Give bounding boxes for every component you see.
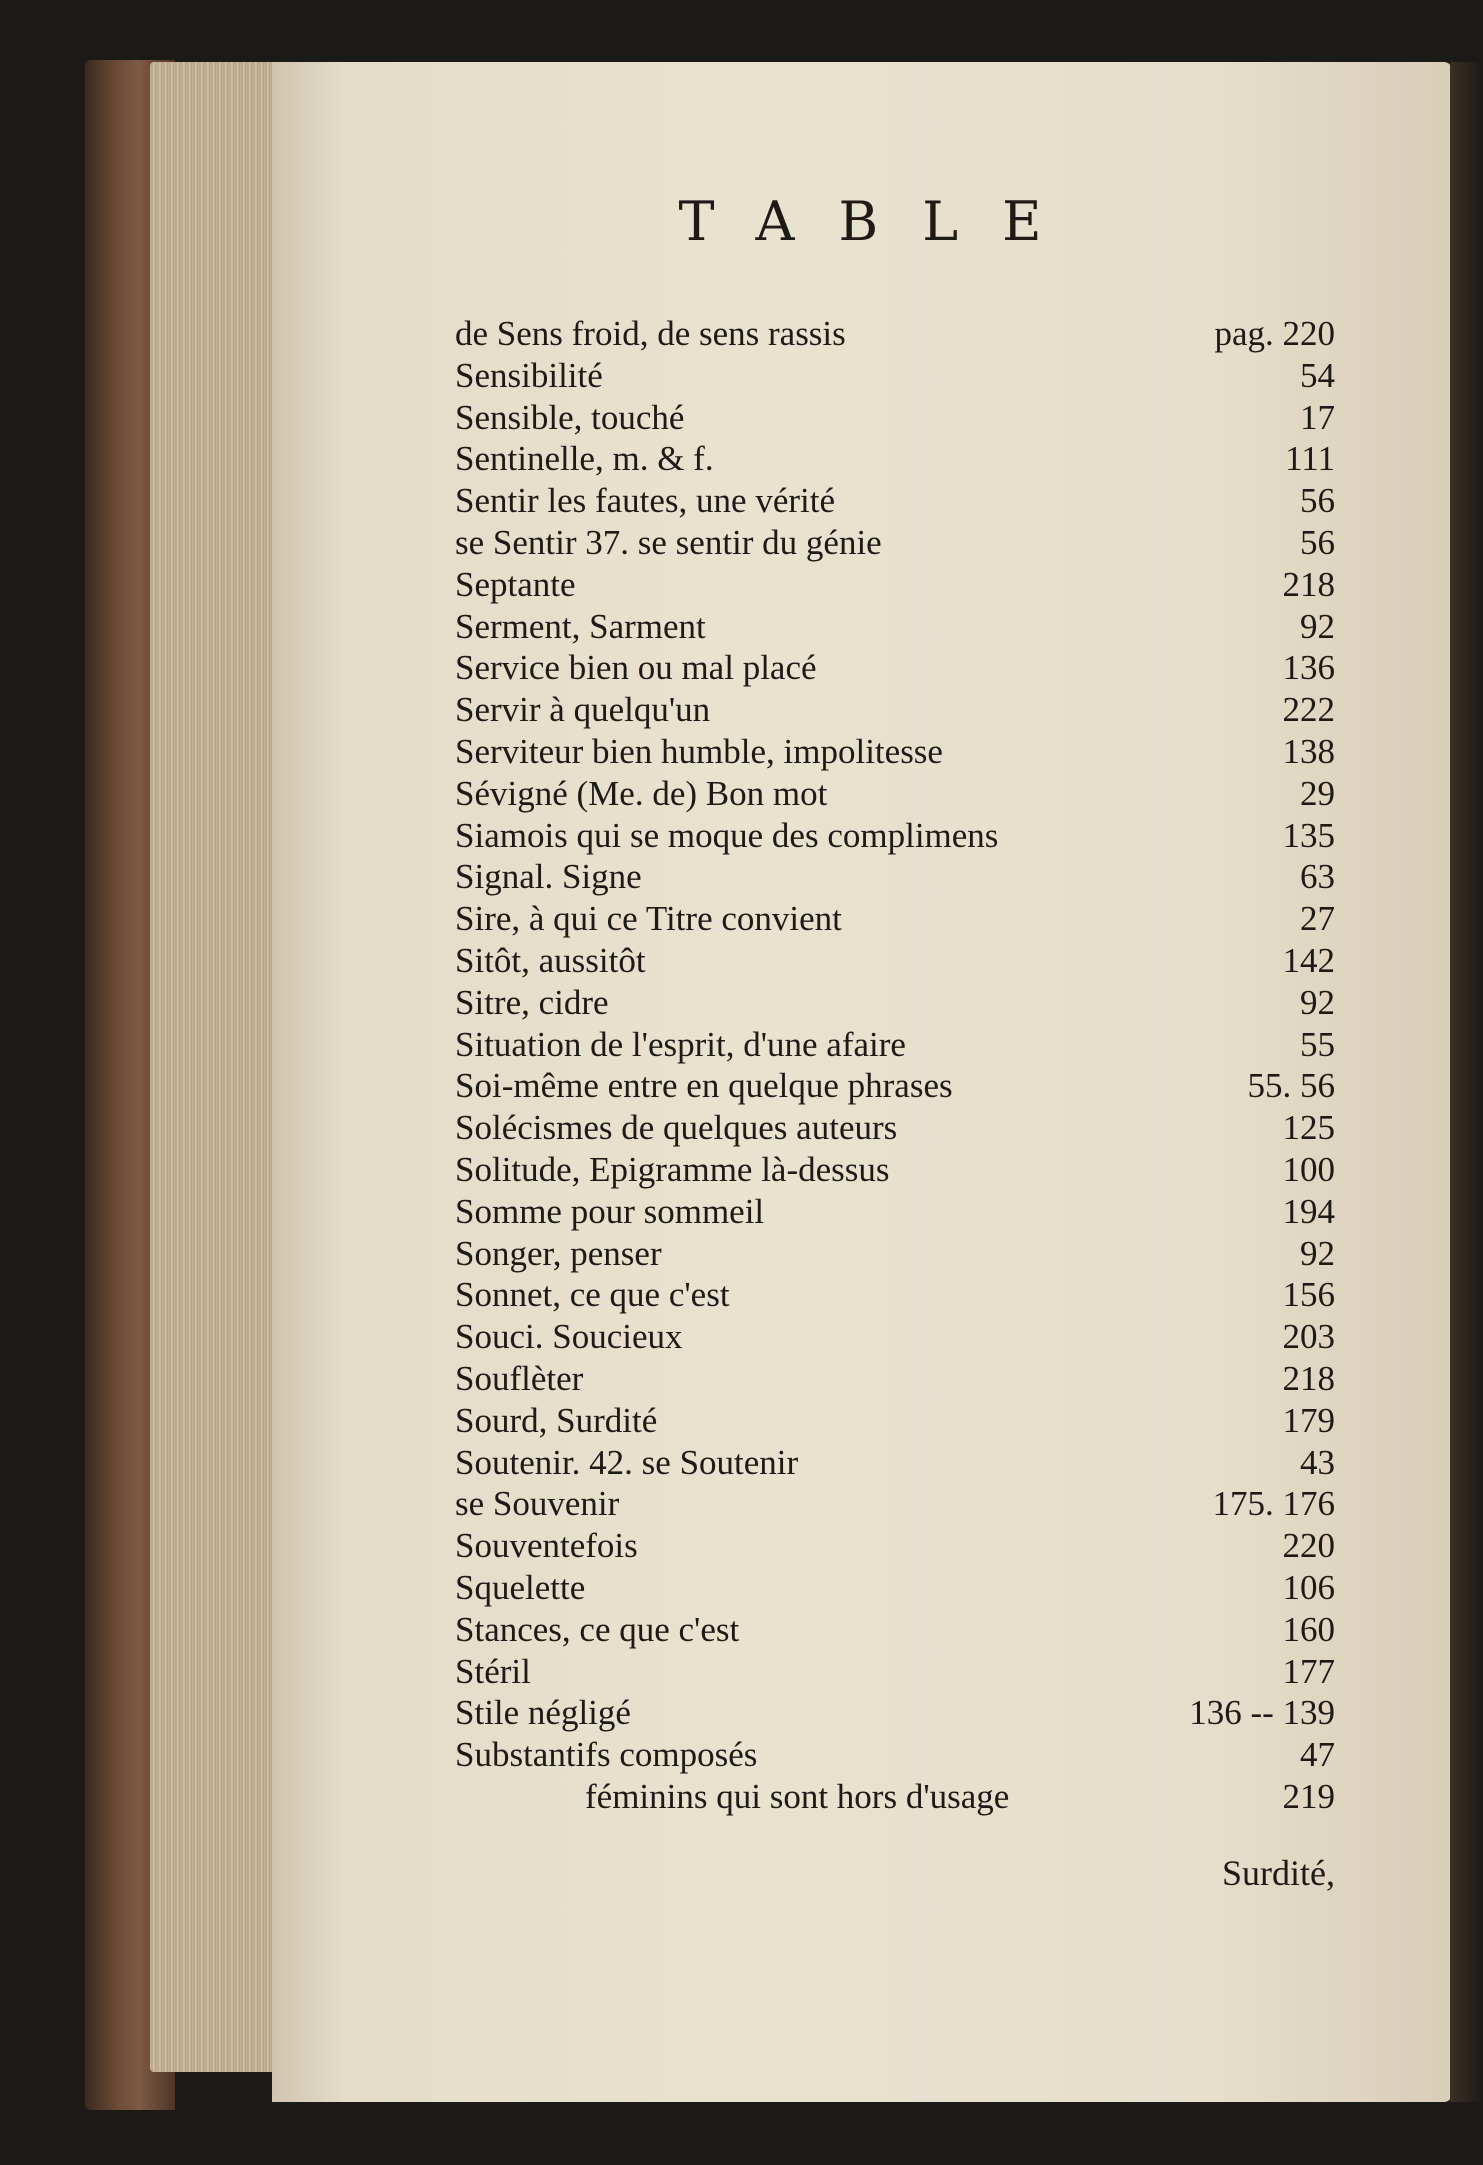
entry-page-number: 177 [1282, 1651, 1335, 1691]
entry-term: Sensibilité [455, 355, 603, 395]
entry-term: féminins qui sont hors d'usage [585, 1776, 1010, 1816]
entry-term: Substantifs composés [455, 1735, 758, 1775]
page-edges [150, 62, 275, 2072]
index-entry [455, 1567, 1335, 1609]
entry-page-number: 111 [1285, 439, 1335, 479]
entry-term: Servir à quelqu'un [455, 690, 711, 730]
entry-page-number: 125 [1282, 1108, 1335, 1148]
entry-page-number: 92 [1300, 1233, 1335, 1273]
index-entry [455, 1776, 1335, 1818]
entry-term: Solitude, Epigramme là-dessus [455, 1149, 890, 1189]
index-entry [455, 1316, 1335, 1358]
entry-term: Sensible, touché [455, 397, 685, 437]
index-entry [455, 898, 1335, 940]
entry-page-number: 218 [1282, 1358, 1335, 1398]
index-entry [455, 689, 1335, 731]
index-entry [455, 1274, 1335, 1316]
entry-page-number: 55. 56 [1247, 1066, 1335, 1106]
entry-page-number: 106 [1282, 1567, 1335, 1607]
entry-term: Soi-même entre en quelque phrases [455, 1066, 953, 1106]
entry-page-number: 194 [1282, 1191, 1335, 1231]
entry-page-number: 56 [1300, 522, 1335, 562]
index-entry [455, 1692, 1335, 1734]
index-entry [455, 1609, 1335, 1651]
entry-term: Stile négligé [455, 1693, 631, 1733]
entry-page-number: 138 [1282, 731, 1335, 771]
entry-term: Signal. Signe [455, 857, 642, 897]
entry-term: Serviteur bien humble, impolitesse [455, 731, 943, 771]
index-entry [455, 1651, 1335, 1693]
index-entry [455, 355, 1335, 397]
entry-term: Sire, à qui ce Titre convient [455, 899, 842, 939]
entry-term: Siamois qui se moque des complimens [455, 815, 999, 855]
index-entries [455, 313, 1335, 1818]
entry-term: Souflèter [455, 1358, 584, 1398]
entry-term: Souci. Soucieux [455, 1317, 683, 1357]
entry-page-number: 222 [1282, 690, 1335, 730]
entry-term: Squelette [455, 1567, 586, 1607]
entry-term: Sitre, cidre [455, 982, 609, 1022]
entry-term: Sitôt, aussitôt [455, 940, 646, 980]
index-entry [455, 1233, 1335, 1275]
entry-term: Sévigné (Me. de) Bon mot [455, 773, 828, 813]
page-title: TABLE [678, 190, 1086, 253]
index-entry [455, 731, 1335, 773]
entry-page-number: 220 [1282, 1526, 1335, 1566]
entry-term: Soutenir. 42. se Soutenir [455, 1442, 799, 1482]
index-entry [455, 1191, 1335, 1233]
index-entry [455, 397, 1335, 439]
entry-page-number: 17 [1300, 397, 1335, 437]
entry-term: Solécismes de quelques auteurs [455, 1108, 898, 1148]
index-entry [455, 940, 1335, 982]
entry-term: Sentinelle, m. & f. [455, 439, 714, 479]
entry-page-number: 27 [1300, 899, 1335, 939]
entry-term: Serment, Sarment [455, 606, 706, 646]
entry-term: Souventefois [455, 1526, 638, 1566]
index-entry [455, 1483, 1335, 1525]
entry-term: Stéril [455, 1651, 531, 1691]
entry-page-number: 179 [1282, 1400, 1335, 1440]
index-entry [455, 606, 1335, 648]
index-entry [455, 1107, 1335, 1149]
entry-term: Songer, penser [455, 1233, 662, 1273]
index-entry [455, 1525, 1335, 1567]
entry-page-number: 56 [1300, 481, 1335, 521]
entry-page-number: 135 [1282, 815, 1335, 855]
entry-page-number: 54 [1300, 355, 1335, 395]
entry-page-number: 47 [1300, 1735, 1335, 1775]
index-entry [455, 564, 1335, 606]
entry-term: se Souvenir [455, 1484, 620, 1524]
entry-page-number: 43 [1300, 1442, 1335, 1482]
entry-term: Septante [455, 564, 576, 604]
index-entry [455, 480, 1335, 522]
entry-term: Sentir les fautes, une vérité [455, 481, 836, 521]
entry-page-number: 219 [1282, 1776, 1335, 1816]
index-entry [455, 1400, 1335, 1442]
entry-term: Situation de l'esprit, d'une afaire [455, 1024, 906, 1064]
index-entry [455, 856, 1335, 898]
index-entry [455, 438, 1335, 480]
entry-term: Stances, ce que c'est [455, 1609, 740, 1649]
entry-term: se Sentir 37. se sentir du génie [455, 522, 882, 562]
entry-term: Service bien ou mal placé [455, 648, 817, 688]
index-entry [455, 1358, 1335, 1400]
entry-page-number: 136 [1282, 648, 1335, 688]
entry-page-number: 203 [1282, 1317, 1335, 1357]
index-entry [455, 982, 1335, 1024]
index-entry [455, 647, 1335, 689]
index-entry [455, 1024, 1335, 1066]
entry-page-number: 92 [1300, 982, 1335, 1022]
page-shadow [1450, 62, 1483, 2102]
index-entry [455, 313, 1335, 355]
entry-term: Sonnet, ce que c'est [455, 1275, 730, 1315]
entry-page-number: 136 -- 139 [1189, 1693, 1335, 1733]
entry-term: Sourd, Surdité [455, 1400, 658, 1440]
index-entry [455, 1065, 1335, 1107]
index-entry [455, 773, 1335, 815]
catchword: Surdité, [1222, 1853, 1335, 1893]
entry-page-number: 55 [1300, 1024, 1335, 1064]
index-entry [455, 1734, 1335, 1776]
index-entry [455, 1442, 1335, 1484]
entry-page-number: 142 [1282, 940, 1335, 980]
index-entry [455, 1149, 1335, 1191]
entry-page-number: 218 [1282, 564, 1335, 604]
entry-term: de Sens froid, de sens rassis [455, 314, 846, 353]
entry-page-number: 63 [1300, 857, 1335, 897]
entry-page-number: 92 [1300, 606, 1335, 646]
index-entry [455, 815, 1335, 857]
entry-page-number: 160 [1282, 1609, 1335, 1649]
entry-page-number: pag. 220 [1214, 314, 1335, 353]
entry-page-number: 29 [1300, 773, 1335, 813]
entry-term: Somme pour sommeil [455, 1191, 765, 1231]
entry-page-number: 175. 176 [1212, 1484, 1335, 1524]
index-entry [455, 522, 1335, 564]
entry-page-number: 100 [1282, 1149, 1335, 1189]
entry-page-number: 156 [1282, 1275, 1335, 1315]
